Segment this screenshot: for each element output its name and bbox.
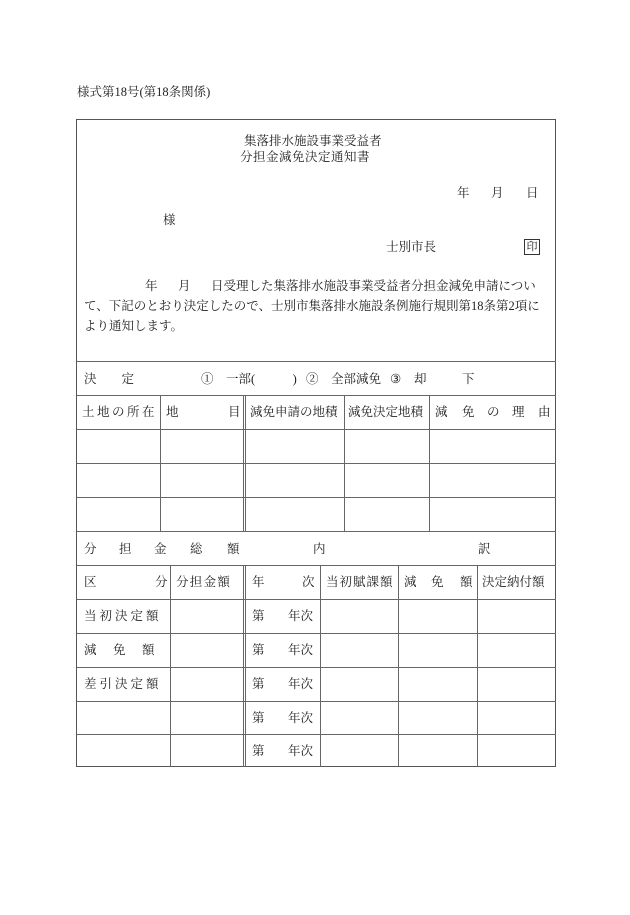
divider-land-top xyxy=(77,395,556,396)
amount-title-char-1: 分 xyxy=(84,542,97,556)
amount-title-char-3: 金 xyxy=(154,542,167,556)
land-col-divider-4 xyxy=(429,395,430,531)
issuer: 士別市長 xyxy=(386,240,437,254)
year-label-5-suffix: 年次 xyxy=(288,744,314,758)
land-header-decided-area: 減免決定地積 xyxy=(348,405,424,419)
land-col-divider-2 xyxy=(243,395,246,531)
year-label-3-prefix: 第 xyxy=(252,677,265,691)
amount-title-char-5: 額 xyxy=(227,542,240,556)
amount-row-line-4 xyxy=(77,701,556,702)
amount-header-category-1: 区 xyxy=(84,575,97,589)
breakdown-char-2: 訳 xyxy=(478,542,491,556)
year-label-2-prefix: 第 xyxy=(252,643,265,657)
divider-amount-header xyxy=(77,565,556,566)
date-month: 月 xyxy=(491,186,504,200)
divider-amount-top xyxy=(77,531,556,532)
divider-decision-top xyxy=(77,361,556,362)
title-line-2: 分担金減免決定通知書 xyxy=(240,150,371,164)
amount-row-line-5 xyxy=(77,734,556,735)
body-year: 年 xyxy=(145,279,158,293)
amount-header-year-1: 年 xyxy=(252,575,265,589)
land-header-reason-4: 理 xyxy=(512,405,525,419)
body-text xyxy=(84,276,552,336)
row-label-initial-decision: 当初決定額 xyxy=(84,609,162,623)
form-number: 様式第18号(第18条関係) xyxy=(77,85,211,99)
amount-title-char-2: 担 xyxy=(119,542,132,556)
amount-header-exempt-2: 免 xyxy=(431,575,444,589)
amount-header-final: 決定納付額 xyxy=(482,575,545,589)
title-line-1: 集落排水施設事業受益者 xyxy=(244,134,382,148)
land-header-reason-1: 減 xyxy=(435,405,448,419)
year-label-1-prefix: 第 xyxy=(252,609,265,623)
amount-header-year-2: 次 xyxy=(302,575,315,589)
body-paragraph: 日受理した集落排水施設事業受益者分担金減免申請について、下記のとおり決定したので、士別市集落排水施設条例施行規則第18条第2項により通知します。 xyxy=(84,279,540,333)
year-label-4-suffix: 年次 xyxy=(288,711,314,725)
amount-header-category-2: 分 xyxy=(155,575,168,589)
land-header-reason-5: 由 xyxy=(538,405,551,419)
body-month: 月 xyxy=(178,279,191,293)
year-label-4-prefix: 第 xyxy=(252,711,265,725)
amount-col-divider-3 xyxy=(320,565,321,767)
year-label-3-suffix: 年次 xyxy=(288,677,314,691)
land-row-line-3 xyxy=(77,497,556,498)
row-label-exemption: 減 免 額 xyxy=(84,643,157,657)
decision-label: 決 定 xyxy=(84,372,135,386)
seal-stamp: 印 xyxy=(524,239,540,255)
amount-row-line-3 xyxy=(77,667,556,668)
year-label-1-suffix: 年次 xyxy=(288,609,314,623)
amount-header-initial: 当初賦課額 xyxy=(326,575,394,589)
amount-header-exempt-3: 額 xyxy=(460,575,473,589)
amount-col-divider-1 xyxy=(170,565,171,767)
decision-option-reject-char-2: 下 xyxy=(462,372,475,386)
land-header-location: 土地の所在 xyxy=(82,405,158,419)
year-label-5-prefix: 第 xyxy=(252,744,265,758)
year-label-2-suffix: 年次 xyxy=(288,643,314,657)
land-header-land-category-1: 地 xyxy=(166,405,179,419)
land-header-land-category-2: 目 xyxy=(228,405,241,419)
date-day: 日 xyxy=(526,186,539,200)
decision-option-reject-number: ③ xyxy=(390,372,402,386)
land-header-requested-area: 減免申請の地積 xyxy=(250,405,338,419)
amount-row-line-1 xyxy=(77,599,556,600)
land-header-reason-3: の xyxy=(487,405,500,419)
breakdown-char-1: 内 xyxy=(313,542,326,556)
date-year: 年 xyxy=(457,186,470,200)
amount-col-divider-2 xyxy=(243,565,246,767)
amount-header-exempt-1: 減 xyxy=(404,575,417,589)
amount-col-divider-4 xyxy=(398,565,399,767)
decision-option-partial: ① 一部( ) xyxy=(201,372,297,386)
amount-title-char-4: 総 xyxy=(190,542,203,556)
addressee-suffix: 様 xyxy=(163,213,176,227)
land-col-divider-1 xyxy=(160,395,161,531)
decision-option-full: ② 全部減免 xyxy=(306,372,382,386)
form-frame xyxy=(76,119,556,767)
land-col-divider-3 xyxy=(344,395,345,531)
amount-header-amount: 分担金額 xyxy=(176,575,232,589)
land-row-line-2 xyxy=(77,463,556,464)
row-label-net-decision: 差引決定額 xyxy=(84,677,162,691)
amount-row-line-2 xyxy=(77,633,556,634)
decision-option-reject-char-1: 却 xyxy=(414,372,427,386)
amount-col-divider-5 xyxy=(477,565,478,767)
land-header-reason-2: 免 xyxy=(462,405,475,419)
land-row-line-1 xyxy=(77,429,556,430)
